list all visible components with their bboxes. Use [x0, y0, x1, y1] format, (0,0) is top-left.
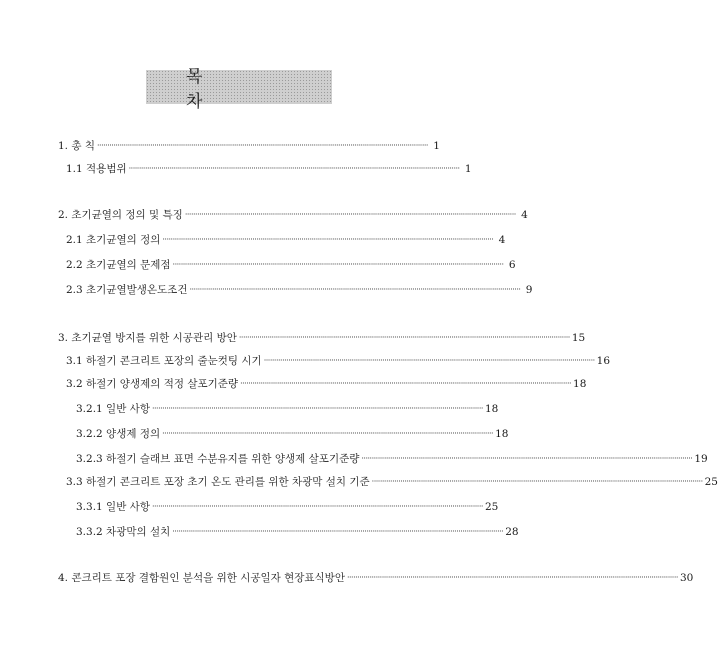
dot-leader: ·································································································································································· [189, 285, 521, 294]
toc-entry-page: 28 [505, 526, 519, 538]
toc-entry-label: 3.3.1 일반 사항 [76, 501, 150, 513]
toc-entry-label: 1.1 적용범위 [66, 163, 127, 175]
toc-entry-page: 1 [433, 140, 440, 152]
toc-entry[interactable] [66, 474, 718, 490]
toc-entry-page: 9 [525, 284, 533, 296]
dot-leader: ·································································································································································· [172, 260, 504, 269]
dot-leader: ·································································································································································· [240, 379, 572, 388]
toc-entry-label: 3.2.1 일반 사항 [76, 403, 150, 415]
toc-entry[interactable] [58, 207, 528, 223]
toc-entry-page: 18 [495, 428, 509, 440]
dot-leader: ·································································································································································· [361, 454, 693, 463]
toc-entry[interactable] [76, 401, 499, 417]
toc-entry[interactable] [58, 570, 694, 586]
dot-leader: ·································································································································································· [371, 477, 703, 486]
toc-entry-page: 4 [521, 209, 528, 221]
toc-entry-label: 3.1 하절기 콘크리트 포장의 줄눈컷팅 시기 [66, 355, 262, 367]
dot-leader: ·································································································································································· [162, 429, 494, 438]
toc-entry-page: 4 [498, 234, 506, 246]
toc-entry-page: 6 [508, 259, 516, 271]
toc-entry-label: 2. 초기균열의 정의 및 특징 [58, 209, 183, 221]
toc-entry-label: 3.2.3 하절기 슬래브 표면 수분유지를 위한 양생제 살포기준량 [76, 453, 360, 465]
dot-leader: ·································································································································································· [96, 141, 428, 150]
toc-entry-label: 3.2.2 양생제 정의 [76, 428, 161, 440]
toc-entry[interactable] [66, 232, 506, 248]
toc-entry-label: 1. 총 칙 [58, 140, 95, 152]
dot-leader: ·································································································································································· [346, 573, 678, 582]
toc-entry[interactable] [76, 499, 499, 515]
toc-entry-page: 15 [571, 332, 586, 344]
toc-entry[interactable] [76, 451, 708, 467]
dot-leader: ·································································································································································· [151, 502, 483, 511]
toc-entry-label: 3.2 하절기 양생제의 적정 살포기준량 [66, 378, 239, 390]
toc-entry-page: 18 [573, 378, 587, 390]
toc-entry-page: 19 [694, 453, 708, 465]
toc-entry-page: 30 [679, 572, 694, 584]
dot-leader: ·································································································································································· [184, 210, 516, 219]
toc-entry-label: 3.3.2 차광막의 설치 [76, 526, 171, 538]
toc-entry-label: 3. 초기균열 방지를 위한 시공관리 방안 [58, 332, 237, 344]
toc-entry[interactable] [66, 257, 516, 273]
dot-leader: ·································································································································································· [151, 404, 483, 413]
toc-entry-label: 2.1 초기균열의 정의 [66, 234, 161, 246]
toc-entry-page: 16 [596, 355, 611, 367]
toc-entry[interactable] [58, 138, 440, 154]
dot-leader: ·································································································································································· [263, 356, 595, 365]
toc-entry-label: 3.3 하절기 콘크리트 포장 초기 온도 관리를 위한 차광막 설치 기준 [66, 476, 370, 488]
dot-leader: ·································································································································································· [162, 235, 494, 244]
dot-leader: ·································································································································································· [238, 333, 570, 342]
toc-entry[interactable] [66, 161, 472, 177]
dot-leader: ·································································································································································· [128, 164, 460, 173]
toc-entry[interactable] [66, 353, 611, 369]
toc-entry-label: 2.3 초기균열발생온도조건 [66, 284, 188, 296]
toc-entry-label: 4. 콘크리트 포장 결함원인 분석을 위한 시공일자 현장표식방안 [58, 572, 345, 584]
toc-title: 목 차 [186, 67, 243, 112]
toc-entry-page: 25 [704, 476, 718, 488]
toc-entry-page: 1 [464, 163, 472, 175]
toc-entry-label: 2.2 초기균열의 문제점 [66, 259, 171, 271]
toc-entry-page: 25 [484, 501, 499, 513]
toc-entry[interactable] [66, 376, 587, 392]
toc-entry[interactable] [76, 524, 519, 540]
toc-entry[interactable] [76, 426, 509, 442]
toc-entry[interactable] [58, 330, 586, 346]
toc-entry-page: 18 [484, 403, 499, 415]
toc-entry[interactable] [66, 282, 533, 298]
dot-leader: ·································································································································································· [172, 527, 504, 536]
